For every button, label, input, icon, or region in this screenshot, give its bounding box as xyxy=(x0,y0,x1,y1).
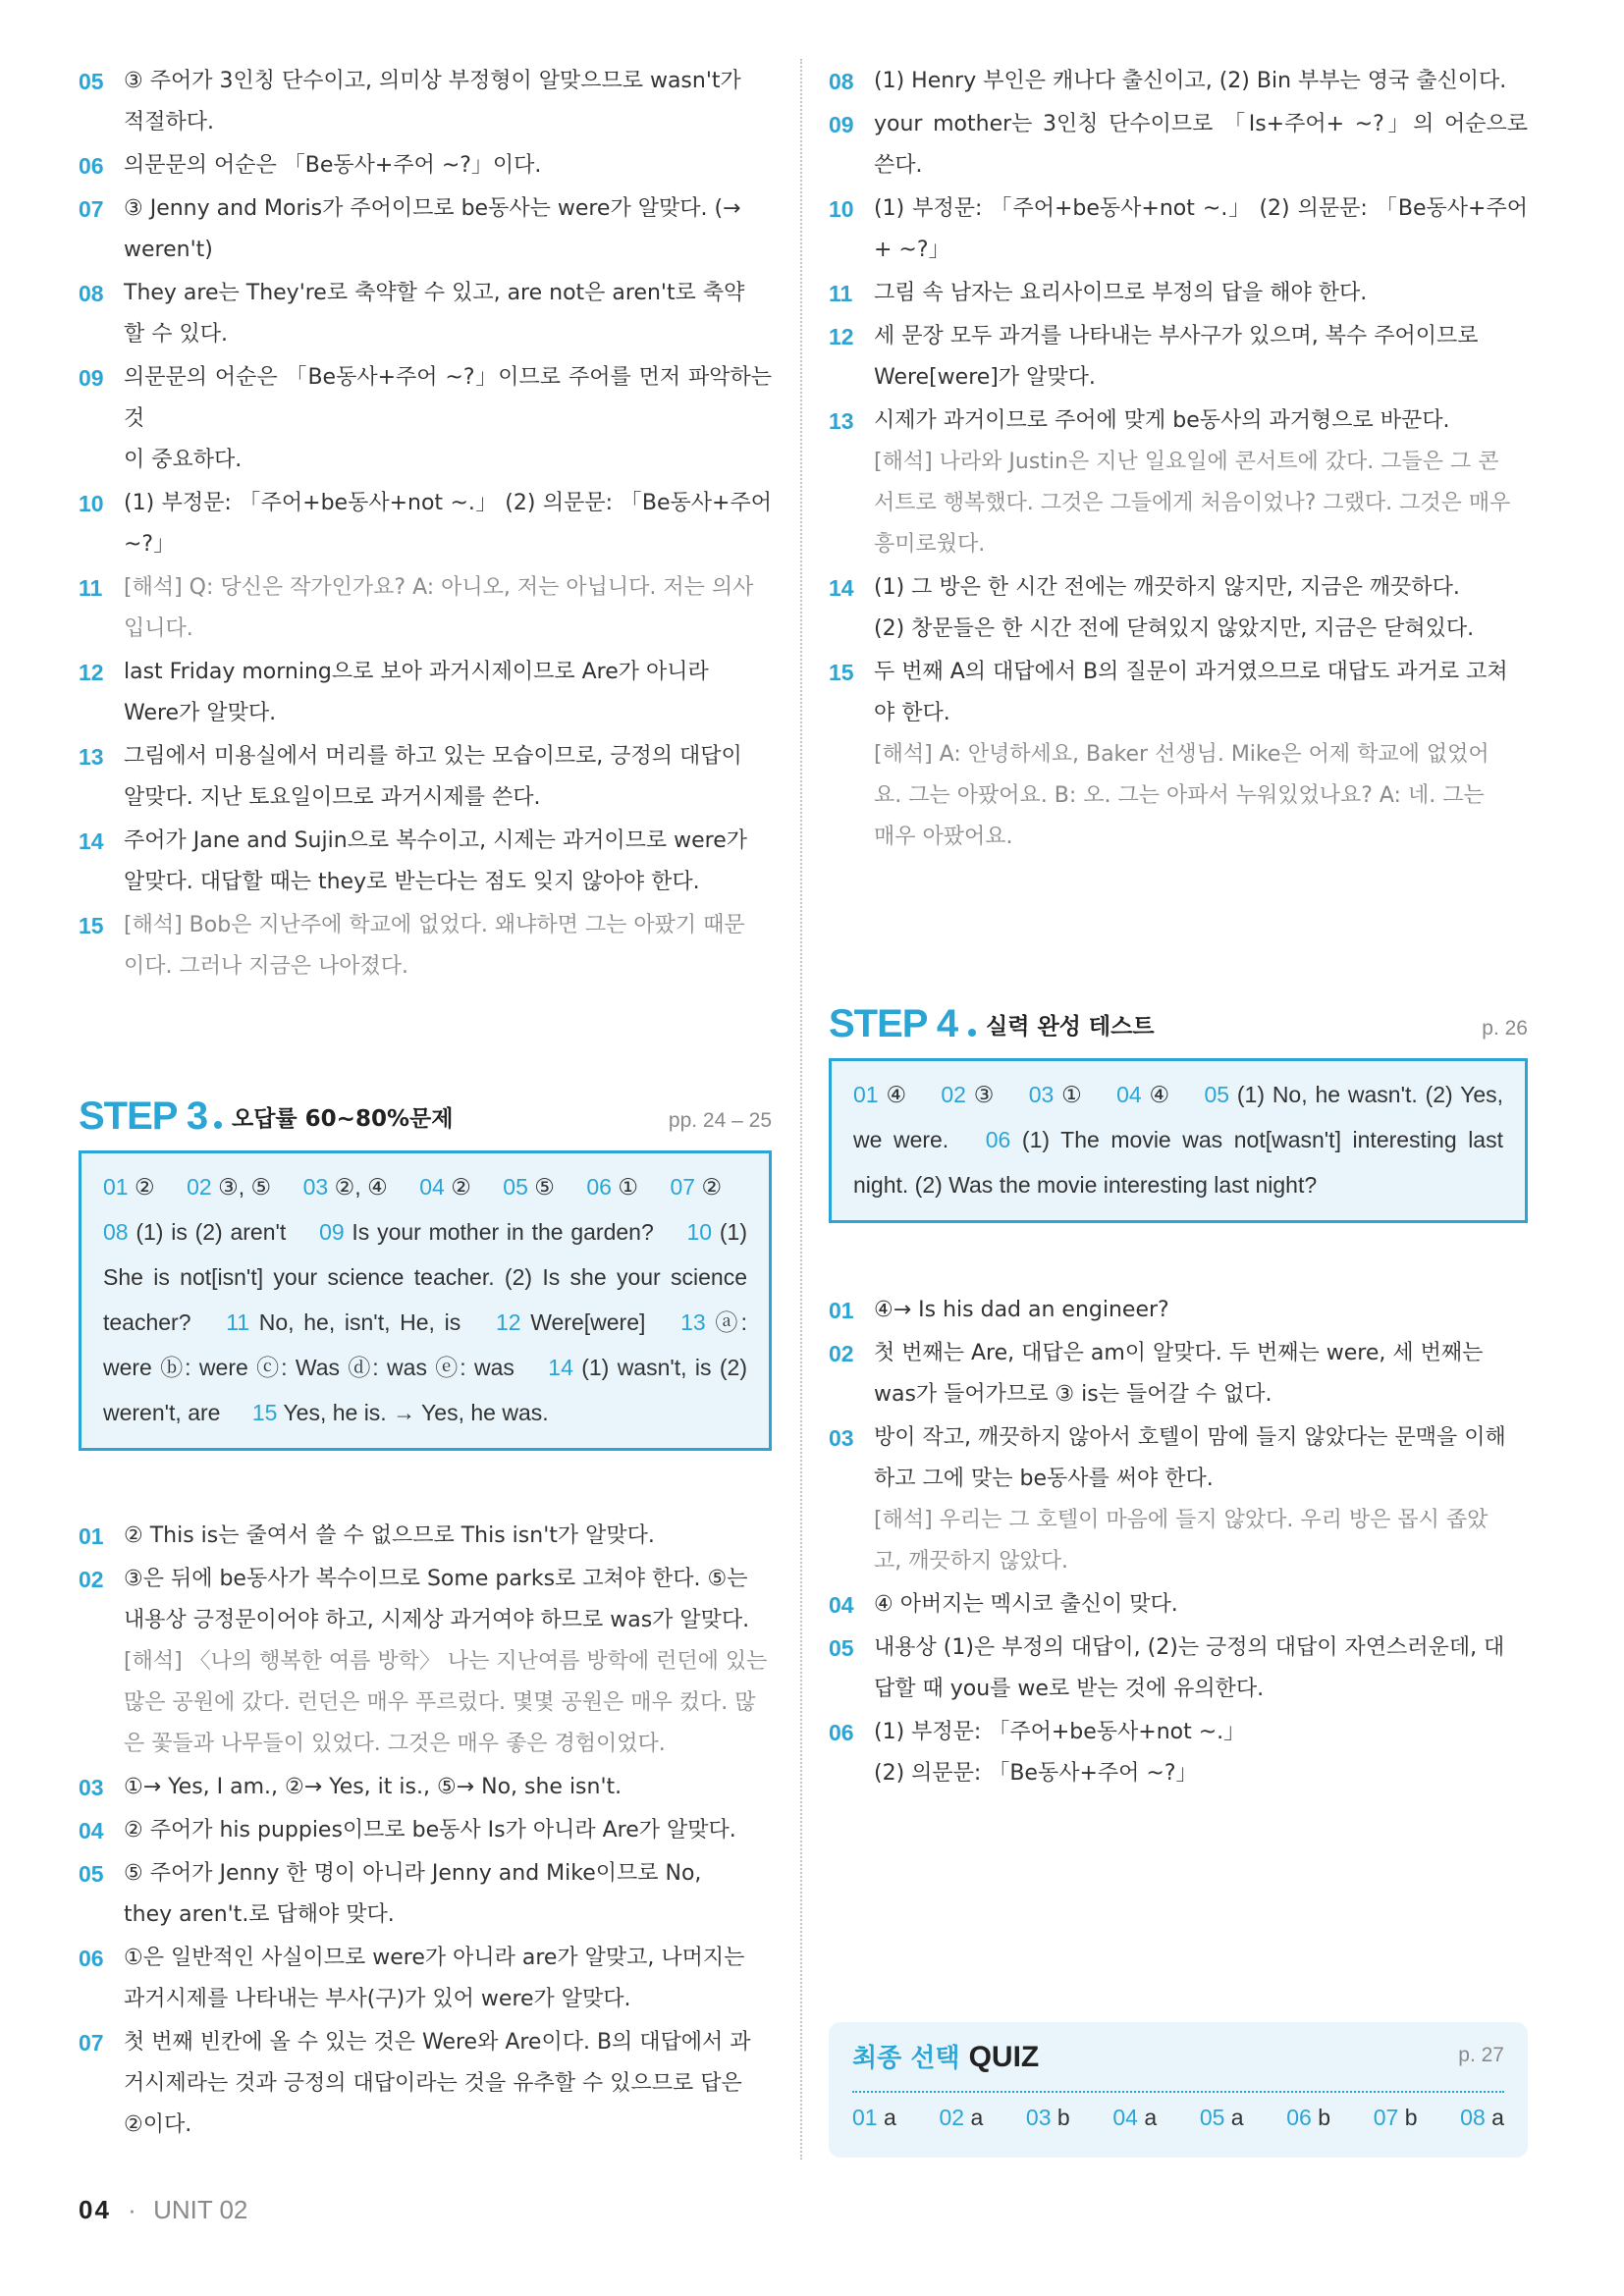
explanation-item xyxy=(829,1417,1528,1582)
text-line: ③ 주어가 3인칭 단수이고, 의미상 부정형이 알맞으므로 wasn't가 xyxy=(124,69,741,93)
quiz-answer-value: b xyxy=(1404,2105,1418,2130)
item-number: 05 xyxy=(79,69,104,94)
explanation-item xyxy=(79,2022,772,2146)
quiz-answer-value: a xyxy=(883,2105,896,2130)
item-number: 07 xyxy=(79,2030,104,2056)
item-number: 08 xyxy=(79,281,104,306)
item-text xyxy=(124,905,772,988)
text-line: 시제가 과거이므로 주어에 맞게 be동사의 과거형으로 바꾼다. xyxy=(874,408,1450,433)
item-text xyxy=(124,2022,772,2146)
text-line: 세 문장 모두 과거를 나타내는 부사구가 있으며, 복수 주어이므로 xyxy=(874,324,1479,348)
quiz-answer-value: b xyxy=(1056,2105,1070,2130)
answer-number: 12 xyxy=(495,1309,521,1335)
answer-number: 03 xyxy=(302,1174,329,1200)
item-text xyxy=(124,1516,772,1557)
explanation-item xyxy=(829,188,1528,271)
bullet-dot-icon xyxy=(968,1029,976,1037)
answer-entry xyxy=(226,1309,460,1335)
answer-entry xyxy=(103,1174,155,1200)
text-line: ①은 일반적인 사실이므로 were가 아니라 are가 알맞고, 나머지는 xyxy=(124,1946,745,1970)
final-quiz-box xyxy=(829,2022,1528,2158)
item-text xyxy=(874,61,1528,102)
text-line: 할 수 있다. xyxy=(124,322,228,347)
translation-line: [해석] 나라와 Justin은 지난 일요일에 콘서트에 갔다. 그들은 그 콘 xyxy=(874,450,1499,474)
quiz-answer-number: 05 xyxy=(1199,2105,1225,2130)
text-line: last Friday morning으로 보아 과거시제이므로 Are가 아니라 xyxy=(124,660,709,684)
answer-value: ⑤ xyxy=(534,1174,555,1200)
item-number: 03 xyxy=(79,1775,104,1800)
item-text xyxy=(124,1938,772,2020)
item-number: 02 xyxy=(829,1341,854,1366)
item-number: 04 xyxy=(79,1818,104,1843)
answer-value: ④ xyxy=(1149,1082,1171,1107)
text-line: 방이 작고, 깨끗하지 않아서 호텔이 맘에 들지 않았다는 문맥을 이해 xyxy=(874,1425,1506,1450)
answer-value: Yes, he is. → Yes, he was. xyxy=(283,1400,549,1425)
quiz-answer-value: a xyxy=(1230,2105,1244,2130)
text-line: (1) Henry 부인은 캐나다 출신이고, (2) Bin 부부는 영국 출신이다. xyxy=(874,69,1507,93)
item-text xyxy=(124,567,772,650)
answer-number: 10 xyxy=(686,1219,713,1245)
text-line: 내용상 (1)은 부정의 대답이, (2)는 긍정의 대답이 자연스러운데, 대 xyxy=(874,1635,1505,1660)
item-number: 12 xyxy=(79,660,104,685)
text-line: 두 번째 A의 대답에서 B의 질문이 과거였으므로 대답도 과거로 고쳐 xyxy=(874,660,1508,684)
quiz-answer-number: 04 xyxy=(1112,2105,1138,2130)
item-number: 10 xyxy=(79,491,104,516)
answer-entry xyxy=(853,1127,1503,1198)
item-number: 02 xyxy=(79,1567,104,1592)
step4-pages: p. 26 xyxy=(1482,1017,1528,1040)
answer-entry xyxy=(496,1309,645,1335)
quiz-divider xyxy=(852,2091,1504,2093)
item-text xyxy=(124,1853,772,1936)
text-line: 내용상 긍정문이어야 하고, 시제상 과거여야 하므로 was가 알맞다. xyxy=(124,1608,750,1632)
quiz-answer-number: 01 xyxy=(852,2105,878,2130)
item-number: 01 xyxy=(829,1298,854,1323)
answer-value: Were[were] xyxy=(530,1309,646,1335)
explanation-item xyxy=(79,1853,772,1936)
translation-line: [해석] Q: 당신은 작가인가요? A: 아니오, 저는 아닙니다. 저는 의사 xyxy=(124,575,754,600)
quiz-answer-number: 07 xyxy=(1373,2105,1399,2130)
text-line: (1) 부정문: 「주어+be동사+not ~.」 (2) 의문문: 「Be동사+주어 ~?」 xyxy=(124,491,772,557)
quiz-answer xyxy=(1374,2105,1418,2131)
item-number: 06 xyxy=(79,1946,104,1971)
item-number: 15 xyxy=(829,660,854,685)
step4-header xyxy=(829,991,1528,1050)
answer-entry xyxy=(853,1082,908,1107)
item-number: 13 xyxy=(79,744,104,770)
text-line: your mother는 3인칭 단수이므로 「Is+주어+ ~?」의 어순으로 쓴다. xyxy=(874,112,1528,178)
page-footer xyxy=(79,2195,247,2225)
item-text xyxy=(874,1290,1528,1331)
answer-entry xyxy=(1116,1082,1171,1107)
item-text xyxy=(874,400,1528,565)
answer-number: 05 xyxy=(503,1174,528,1200)
text-line: 답할 때 you를 we로 받는 것에 유의한다. xyxy=(874,1677,1265,1701)
item-number: 05 xyxy=(829,1635,854,1661)
quiz-answer xyxy=(1286,2105,1330,2131)
quiz-answer-number: 06 xyxy=(1286,2105,1312,2130)
text-line: Were가 알맞다. xyxy=(124,701,277,725)
quiz-answer xyxy=(852,2105,896,2131)
answer-value: ② xyxy=(701,1174,723,1200)
translation-line: 매우 아팠어요. xyxy=(874,825,1013,849)
answer-number: 15 xyxy=(251,1400,278,1425)
explanation-item xyxy=(79,273,772,355)
text-line: 첫 번째 빈칸에 올 수 있는 것은 Were와 Are이다. B의 대답에서 과 xyxy=(124,2030,751,2055)
step3-header xyxy=(79,1084,772,1143)
item-text xyxy=(124,273,772,355)
item-text xyxy=(124,1810,772,1851)
answer-number: 04 xyxy=(1116,1082,1142,1107)
quiz-answer xyxy=(1200,2105,1244,2131)
item-text xyxy=(874,652,1528,858)
text-line: ④→ Is his dad an engineer? xyxy=(874,1298,1169,1322)
translation-line: 은 꽃들과 나무들이 있었다. 그것은 매우 좋은 경험이었다. xyxy=(124,1732,666,1756)
item-number: 10 xyxy=(829,196,854,222)
explanation-item xyxy=(829,1712,1528,1794)
answer-value: ② xyxy=(451,1174,471,1200)
answer-entry xyxy=(103,1219,286,1245)
text-line: ③ Jenny and Moris가 주어이므로 be동사는 were가 알맞다. (→ xyxy=(124,196,741,221)
item-number: 11 xyxy=(829,281,853,306)
text-line: 알맞다. 지난 토요일이므로 과거시제를 쓴다. xyxy=(124,785,541,810)
answer-value: ① xyxy=(1061,1082,1084,1107)
answer-number: 01 xyxy=(853,1082,879,1107)
right-bottom-explanations xyxy=(829,1290,1528,1796)
explanation-item xyxy=(79,905,772,988)
explanation-item xyxy=(829,1584,1528,1626)
text-line: 의문문의 어순은 「Be동사+주어 ~?」이므로 주어를 먼저 파악하는 것 xyxy=(124,365,772,431)
item-text xyxy=(124,821,772,903)
item-text xyxy=(874,316,1528,399)
answer-entry xyxy=(187,1174,271,1200)
item-text xyxy=(874,1712,1528,1794)
step3-answer-box xyxy=(79,1150,772,1451)
item-number: 09 xyxy=(829,112,854,137)
right-top-explanations xyxy=(829,61,1528,860)
text-line: (1) 부정문: 「주어+be동사+not ~.」 (2) 의문문: 「Be동사+주어+ ~?」 xyxy=(874,196,1528,262)
answer-entry xyxy=(303,1174,388,1200)
explanation-item xyxy=(79,1559,772,1765)
answer-number: 07 xyxy=(670,1174,696,1200)
item-number: 14 xyxy=(829,575,854,601)
answer-number: 01 xyxy=(103,1174,129,1200)
quiz-answer-number: 08 xyxy=(1460,2105,1486,2130)
quiz-answer-number: 02 xyxy=(939,2105,965,2130)
explanation-item xyxy=(79,357,772,481)
explanation-item xyxy=(829,567,1528,650)
quiz-answers xyxy=(852,2105,1504,2131)
left-top-explanations xyxy=(79,61,772,989)
quiz-answer xyxy=(1112,2105,1157,2131)
answer-value: ① xyxy=(618,1174,639,1200)
explanation-item xyxy=(79,1810,772,1851)
translation-line: [해석] 우리는 그 호텔이 마음에 들지 않았다. 우리 방은 몹시 좁았 xyxy=(874,1508,1489,1532)
item-text xyxy=(874,188,1528,271)
answer-entry xyxy=(419,1174,471,1200)
quiz-answer-number: 03 xyxy=(1025,2105,1052,2130)
page-number: 04 xyxy=(79,2195,111,2224)
quiz-answer xyxy=(939,2105,983,2131)
left-bottom-explanations xyxy=(79,1516,772,2148)
text-line: ①→ Yes, I am., ②→ Yes, it is., ⑤→ No, she isn't. xyxy=(124,1775,623,1799)
explanation-item xyxy=(79,1938,772,2020)
answer-entry xyxy=(586,1174,638,1200)
explanation-item xyxy=(829,652,1528,858)
explanation-item xyxy=(829,104,1528,187)
text-line: they aren't.로 답해야 맞다. xyxy=(124,1902,395,1927)
answer-number: 06 xyxy=(586,1174,612,1200)
answer-value: ③ xyxy=(973,1082,996,1107)
answer-value: Is your mother in the garden? xyxy=(352,1219,654,1245)
answer-entry xyxy=(941,1082,996,1107)
explanation-item xyxy=(79,567,772,650)
quiz-answer-value: a xyxy=(1491,2105,1504,2130)
answer-value: (1) wasn't, is (2) weren't, are xyxy=(103,1355,747,1425)
item-number: 01 xyxy=(79,1523,104,1549)
quiz-answer-value: a xyxy=(1144,2105,1158,2130)
explanation-item xyxy=(79,1767,772,1808)
translation-line: 흥미로웠다. xyxy=(874,532,986,557)
item-number: 13 xyxy=(829,408,854,434)
text-line: 주어가 Jane and Sujin으로 복수이고, 시제는 과거이므로 were가 xyxy=(124,828,748,853)
text-line: 하고 그에 맞는 be동사를 써야 한다. xyxy=(874,1467,1214,1491)
text-line: ③은 뒤에 be동사가 복수이므로 Some parks로 고쳐야 한다. ⑤는 xyxy=(124,1567,748,1591)
explanation-item xyxy=(79,652,772,734)
item-text xyxy=(874,567,1528,650)
translation-line: [해석] Bob은 지난주에 학교에 없었다. 왜냐하면 그는 아팠기 때문 xyxy=(124,913,745,937)
item-text xyxy=(124,357,772,481)
unit-label: UNIT 02 xyxy=(153,2195,248,2224)
item-number: 04 xyxy=(829,1592,854,1618)
item-text xyxy=(124,652,772,734)
quiz-title-ko: 최종 선택 xyxy=(852,2044,960,2073)
quiz-page: p. 27 xyxy=(1458,2044,1504,2066)
text-line: (2) 의문문: 「Be동사+주어 ~?」 xyxy=(874,1761,1198,1786)
column-divider xyxy=(800,59,802,2160)
answer-value: ②, ④ xyxy=(334,1174,388,1200)
text-line: 이 중요하다. xyxy=(124,448,243,472)
text-line: ② This is는 줄여서 쓸 수 없으므로 This isn't가 알맞다. xyxy=(124,1523,655,1548)
text-line: They are는 They're로 축약할 수 있고, are not은 aren't로 축약 xyxy=(124,281,745,305)
explanation-item xyxy=(829,273,1528,314)
explanation-item xyxy=(829,1628,1528,1710)
answer-number: 14 xyxy=(548,1355,573,1380)
item-number: 08 xyxy=(829,69,854,94)
explanation-item xyxy=(829,316,1528,399)
quiz-answer xyxy=(1460,2105,1504,2131)
item-text xyxy=(124,736,772,819)
item-text xyxy=(874,1584,1528,1626)
answer-value: (1) She is not[isn't] your science teacher. (2) Is she your science teacher? xyxy=(103,1219,747,1335)
explanation-item xyxy=(79,483,772,565)
answer-number: 02 xyxy=(187,1174,212,1200)
answer-value: ⓐ: were ⓑ: were ⓒ: Was ⓓ: was ⓔ: was xyxy=(103,1309,748,1380)
answer-entry xyxy=(1029,1082,1084,1107)
item-text xyxy=(874,104,1528,187)
explanation-item xyxy=(79,821,772,903)
item-text xyxy=(124,1559,772,1765)
answer-number: 13 xyxy=(680,1309,706,1335)
step4-subtitle: 실력 완성 테스트 xyxy=(986,1014,1155,1040)
text-line: (1) 그 방은 한 시간 전에는 깨끗하지 않지만, 지금은 깨끗하다. xyxy=(874,575,1460,600)
answer-entry xyxy=(319,1219,654,1245)
text-line: ④ 아버지는 멕시코 출신이 맞다. xyxy=(874,1592,1178,1617)
explanation-item xyxy=(79,61,772,143)
answer-value: No, he, isn't, He, is xyxy=(258,1309,461,1335)
answer-value: ④ xyxy=(886,1082,908,1107)
answer-number: 11 xyxy=(226,1309,250,1335)
quiz-answer-value: a xyxy=(970,2105,984,2130)
text-line: 과거시제를 나타내는 부사(구)가 있어 were가 알맞다. xyxy=(124,1987,631,2011)
answer-number: 06 xyxy=(985,1127,1011,1152)
text-line: ② 주어가 his puppies이므로 be동사 Is가 아니라 Are가 알맞다. xyxy=(124,1818,736,1842)
text-line: 그림에서 미용실에서 머리를 하고 있는 모습이므로, 긍정의 대답이 xyxy=(124,744,742,769)
answer-entry xyxy=(252,1400,549,1425)
text-line: ②이다. xyxy=(124,2112,192,2137)
text-line: was가 들어가므로 ③ is는 들어갈 수 없다. xyxy=(874,1382,1272,1407)
text-line: 야 한다. xyxy=(874,701,950,725)
translation-line: 서트로 행복했다. 그것은 그들에게 처음이었나? 그랬다. 그것은 매우 xyxy=(874,491,1511,515)
item-text xyxy=(124,145,772,187)
item-number: 09 xyxy=(79,365,104,391)
bullet-dot-icon xyxy=(214,1121,222,1129)
answer-value: ② xyxy=(135,1174,155,1200)
text-line: weren't) xyxy=(124,238,213,262)
item-number: 15 xyxy=(79,913,104,938)
step3-pages: pp. 24 – 25 xyxy=(668,1109,772,1132)
answer-number: 04 xyxy=(419,1174,445,1200)
item-text xyxy=(874,1417,1528,1582)
text-line: (2) 창문들은 한 시간 전에 닫혀있지 않았지만, 지금은 닫혀있다. xyxy=(874,616,1475,641)
item-number: 11 xyxy=(79,575,103,601)
translation-line: 입니다. xyxy=(124,616,193,641)
item-text xyxy=(874,1628,1528,1710)
item-number: 03 xyxy=(829,1425,854,1451)
item-text xyxy=(124,1767,772,1808)
answer-number: 08 xyxy=(103,1219,129,1245)
item-number: 06 xyxy=(79,153,104,179)
text-line: 그림 속 남자는 요리사이므로 부정의 답을 해야 한다. xyxy=(874,281,1368,305)
item-text xyxy=(874,273,1528,314)
answer-number: 03 xyxy=(1028,1082,1055,1107)
item-text xyxy=(874,1333,1528,1415)
item-text xyxy=(124,188,772,271)
answer-number: 05 xyxy=(1204,1082,1230,1107)
explanation-item xyxy=(79,1516,772,1557)
quiz-answer xyxy=(1026,2105,1070,2131)
step4-answer-box xyxy=(829,1058,1528,1223)
answer-entry xyxy=(670,1174,722,1200)
explanation-item xyxy=(79,736,772,819)
answer-number: 02 xyxy=(941,1082,966,1107)
answer-value: (1) The movie was not[wasn't] interesting last night. (2) Was the movie interesting last night? xyxy=(853,1127,1503,1198)
quiz-answer-value: b xyxy=(1318,2105,1331,2130)
explanation-item xyxy=(829,1290,1528,1331)
text-line: ⑤ 주어가 Jenny 한 명이 아니라 Jenny and Mike이므로 No, xyxy=(124,1861,702,1886)
translation-line: 많은 공원에 갔다. 런던은 매우 푸르렀다. 몇몇 공원은 매우 컸다. 많 xyxy=(124,1690,756,1715)
answer-number: 09 xyxy=(319,1219,345,1245)
step4-word: STEP 4 xyxy=(829,1002,958,1045)
explanation-item xyxy=(79,145,772,187)
quiz-title xyxy=(852,2038,1039,2074)
text-line: 거시제라는 것과 긍정의 대답이라는 것을 유추할 수 있으므로 답은 xyxy=(124,2071,742,2096)
text-line: 알맞다. 대답할 때는 they로 받는다는 점도 잊지 않아야 한다. xyxy=(124,870,700,894)
text-line: 적절하다. xyxy=(124,110,215,134)
step3-subtitle: 오답률 60~80%문제 xyxy=(232,1106,454,1132)
item-number: 12 xyxy=(829,324,854,349)
explanation-item xyxy=(829,400,1528,565)
answer-value: (1) is (2) aren't xyxy=(135,1219,287,1245)
quiz-title-en: QUIZ xyxy=(968,2041,1040,2073)
text-line: (1) 부정문: 「주어+be동사+not ~.」 xyxy=(874,1720,1246,1744)
translation-line: [해석] A: 안녕하세요, Baker 선생님. Mike은 어제 학교에 없었어 xyxy=(874,742,1489,767)
item-text xyxy=(124,483,772,565)
item-number: 05 xyxy=(79,1861,104,1887)
step3-word: STEP 3 xyxy=(79,1095,208,1138)
text-line: 의문문의 어순은 「Be동사+주어 ~?」이다. xyxy=(124,153,542,178)
item-number: 07 xyxy=(79,196,104,222)
item-number: 14 xyxy=(79,828,104,854)
explanation-item xyxy=(829,1333,1528,1415)
explanation-item xyxy=(79,188,772,271)
answer-value: ③, ⑤ xyxy=(218,1174,272,1200)
item-text xyxy=(124,61,772,143)
footer-separator: · xyxy=(128,2195,136,2224)
translation-line: 고, 깨끗하지 않았다. xyxy=(874,1549,1068,1574)
text-line: Were[were]가 알맞다. xyxy=(874,365,1096,390)
item-number: 06 xyxy=(829,1720,854,1745)
translation-line: 이다. 그러나 지금은 나아졌다. xyxy=(124,954,408,979)
answer-entry xyxy=(503,1174,555,1200)
answer-value: (1) No, he wasn't. (2) Yes, we were. xyxy=(853,1082,1504,1152)
text-line: 첫 번째는 Are, 대답은 am이 알맞다. 두 번째는 were, 세 번째는 xyxy=(874,1341,1484,1365)
translation-line: [해석] 〈나의 행복한 여름 방학〉 나는 지난여름 방학에 런던에 있는 xyxy=(124,1649,768,1674)
explanation-item xyxy=(829,61,1528,102)
translation-line: 요. 그는 아팠어요. B: 오. 그는 아파서 누워있었나요? A: 네. 그는 xyxy=(874,783,1485,808)
